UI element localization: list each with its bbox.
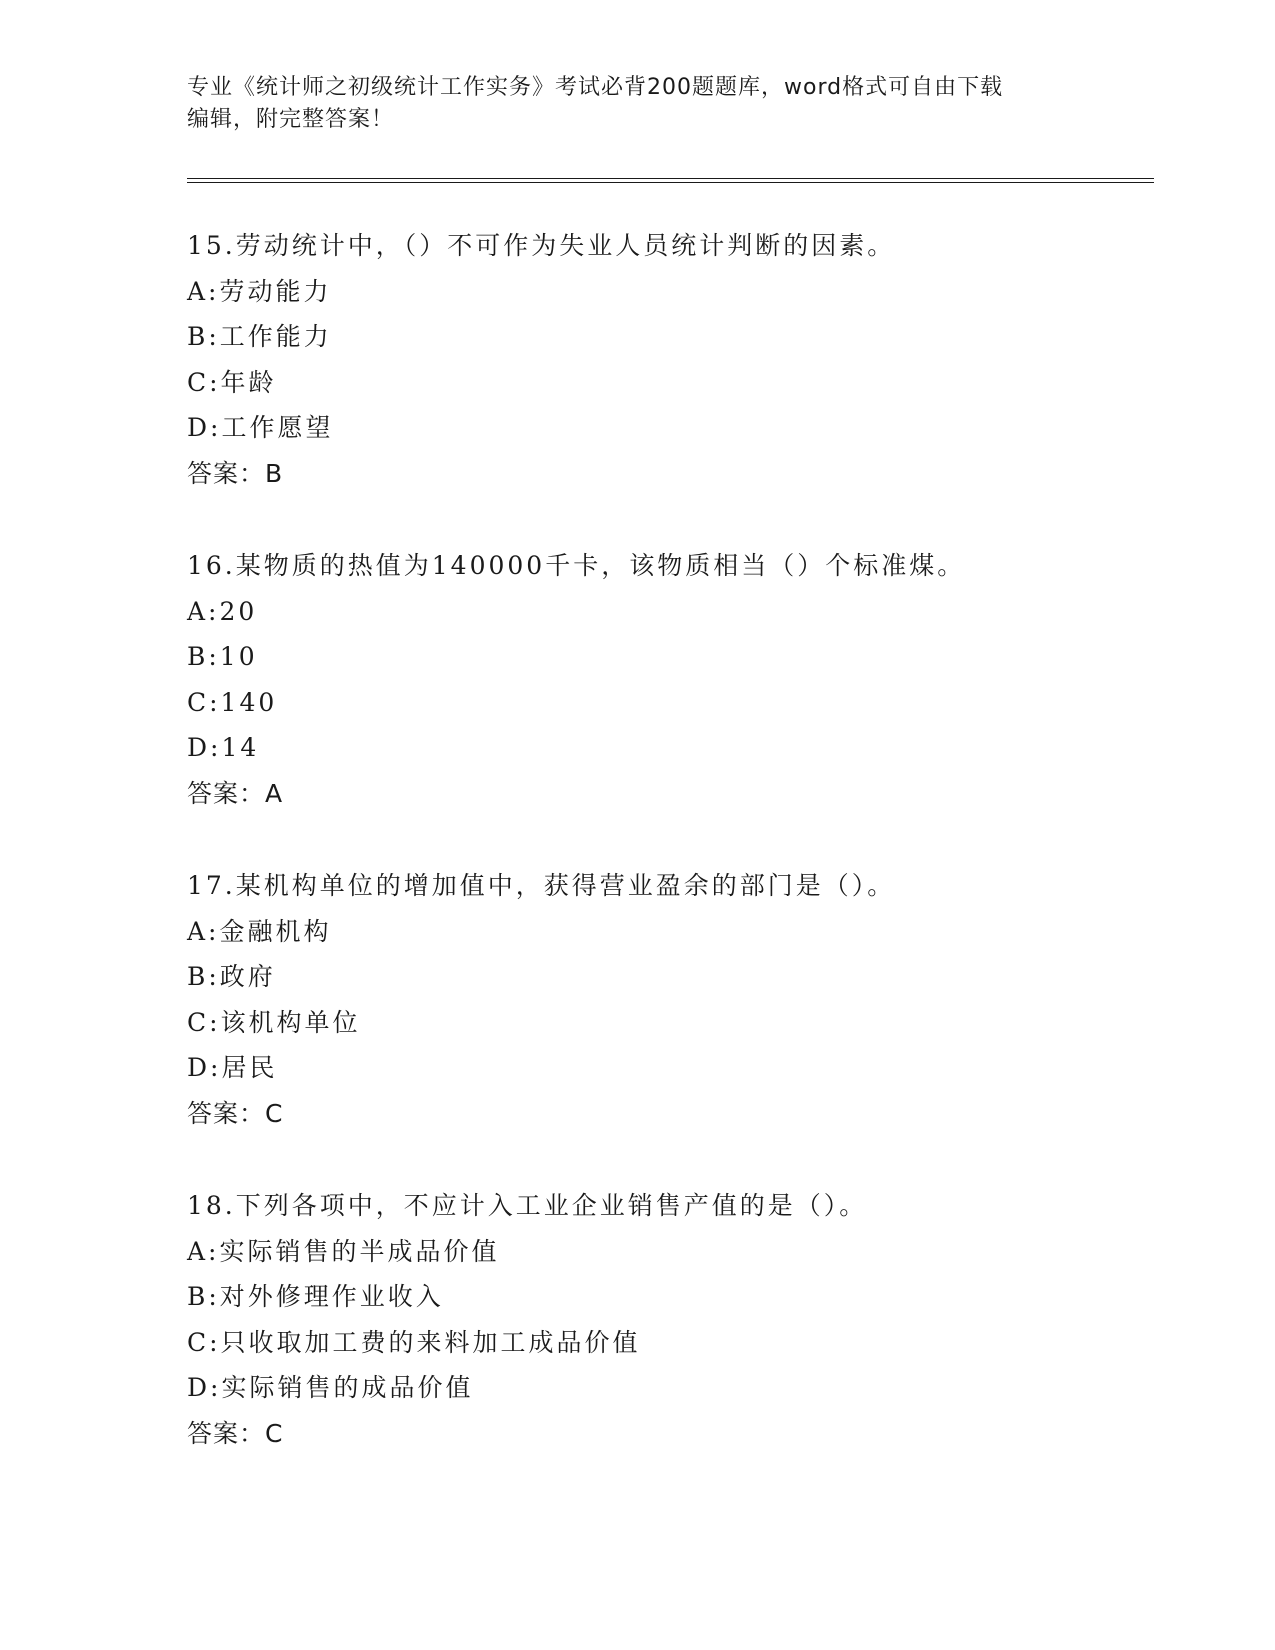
- answer-value: C: [265, 1098, 284, 1128]
- answer-label: 答案：: [187, 458, 266, 488]
- option-b: B:对外修理作业收入: [187, 1282, 444, 1311]
- answer-value: A: [265, 778, 284, 808]
- option-b: B:工作能力: [187, 322, 332, 351]
- header-divider: [187, 178, 1154, 183]
- option-b: B:政府: [187, 962, 276, 991]
- option-a: A:金融机构: [187, 916, 332, 946]
- question-17: [187, 863, 1147, 1136]
- option-d: D:居民: [187, 1053, 278, 1082]
- option-c: C:只收取加工费的来料加工成品价值: [187, 1327, 641, 1357]
- option-c: C:该机构单位: [187, 1007, 361, 1037]
- question-16: [187, 543, 1147, 816]
- question-15: [187, 223, 1147, 496]
- answer-label: 答案：: [187, 778, 266, 808]
- question-stem: 18.下列各项中，不应计入工业企业销售产值的是（）。: [187, 1191, 868, 1220]
- question-18: [187, 1183, 1147, 1456]
- option-b: B:10: [187, 642, 258, 671]
- option-d: D:14: [187, 733, 260, 762]
- option-d: D:实际销售的成品价值: [187, 1373, 474, 1402]
- option-c: C:年龄: [187, 367, 277, 397]
- option-a: A:劳动能力: [187, 276, 332, 306]
- question-stem: 15.劳动统计中，（）不可作为失业人员统计判断的因素。: [187, 231, 896, 260]
- answer-line: [187, 771, 1147, 817]
- answer-label: 答案：: [187, 1098, 266, 1128]
- header-line-2: 编辑，附完整答案！: [187, 107, 395, 132]
- answer-value: C: [265, 1418, 284, 1448]
- answer-line: [187, 1411, 1147, 1457]
- option-a: A:20: [187, 596, 258, 626]
- header-line-1: 专业《统计师之初级统计工作实务》考试必背200题题库，word格式可自由下载: [187, 75, 1004, 100]
- option-a: A:实际销售的半成品价值: [187, 1236, 500, 1266]
- document-header: [187, 72, 1087, 136]
- question-stem: 17.某机构单位的增加值中，获得营业盈余的部门是（）。: [187, 871, 896, 900]
- option-c: C:140: [187, 687, 278, 717]
- option-d: D:工作愿望: [187, 413, 334, 442]
- answer-value: B: [265, 458, 284, 488]
- answer-line: [187, 1091, 1147, 1137]
- question-stem: 16.某物质的热值为140000千卡，该物质相当（）个标准煤。: [187, 551, 966, 580]
- answer-line: [187, 451, 1147, 497]
- answer-label: 答案：: [187, 1418, 266, 1448]
